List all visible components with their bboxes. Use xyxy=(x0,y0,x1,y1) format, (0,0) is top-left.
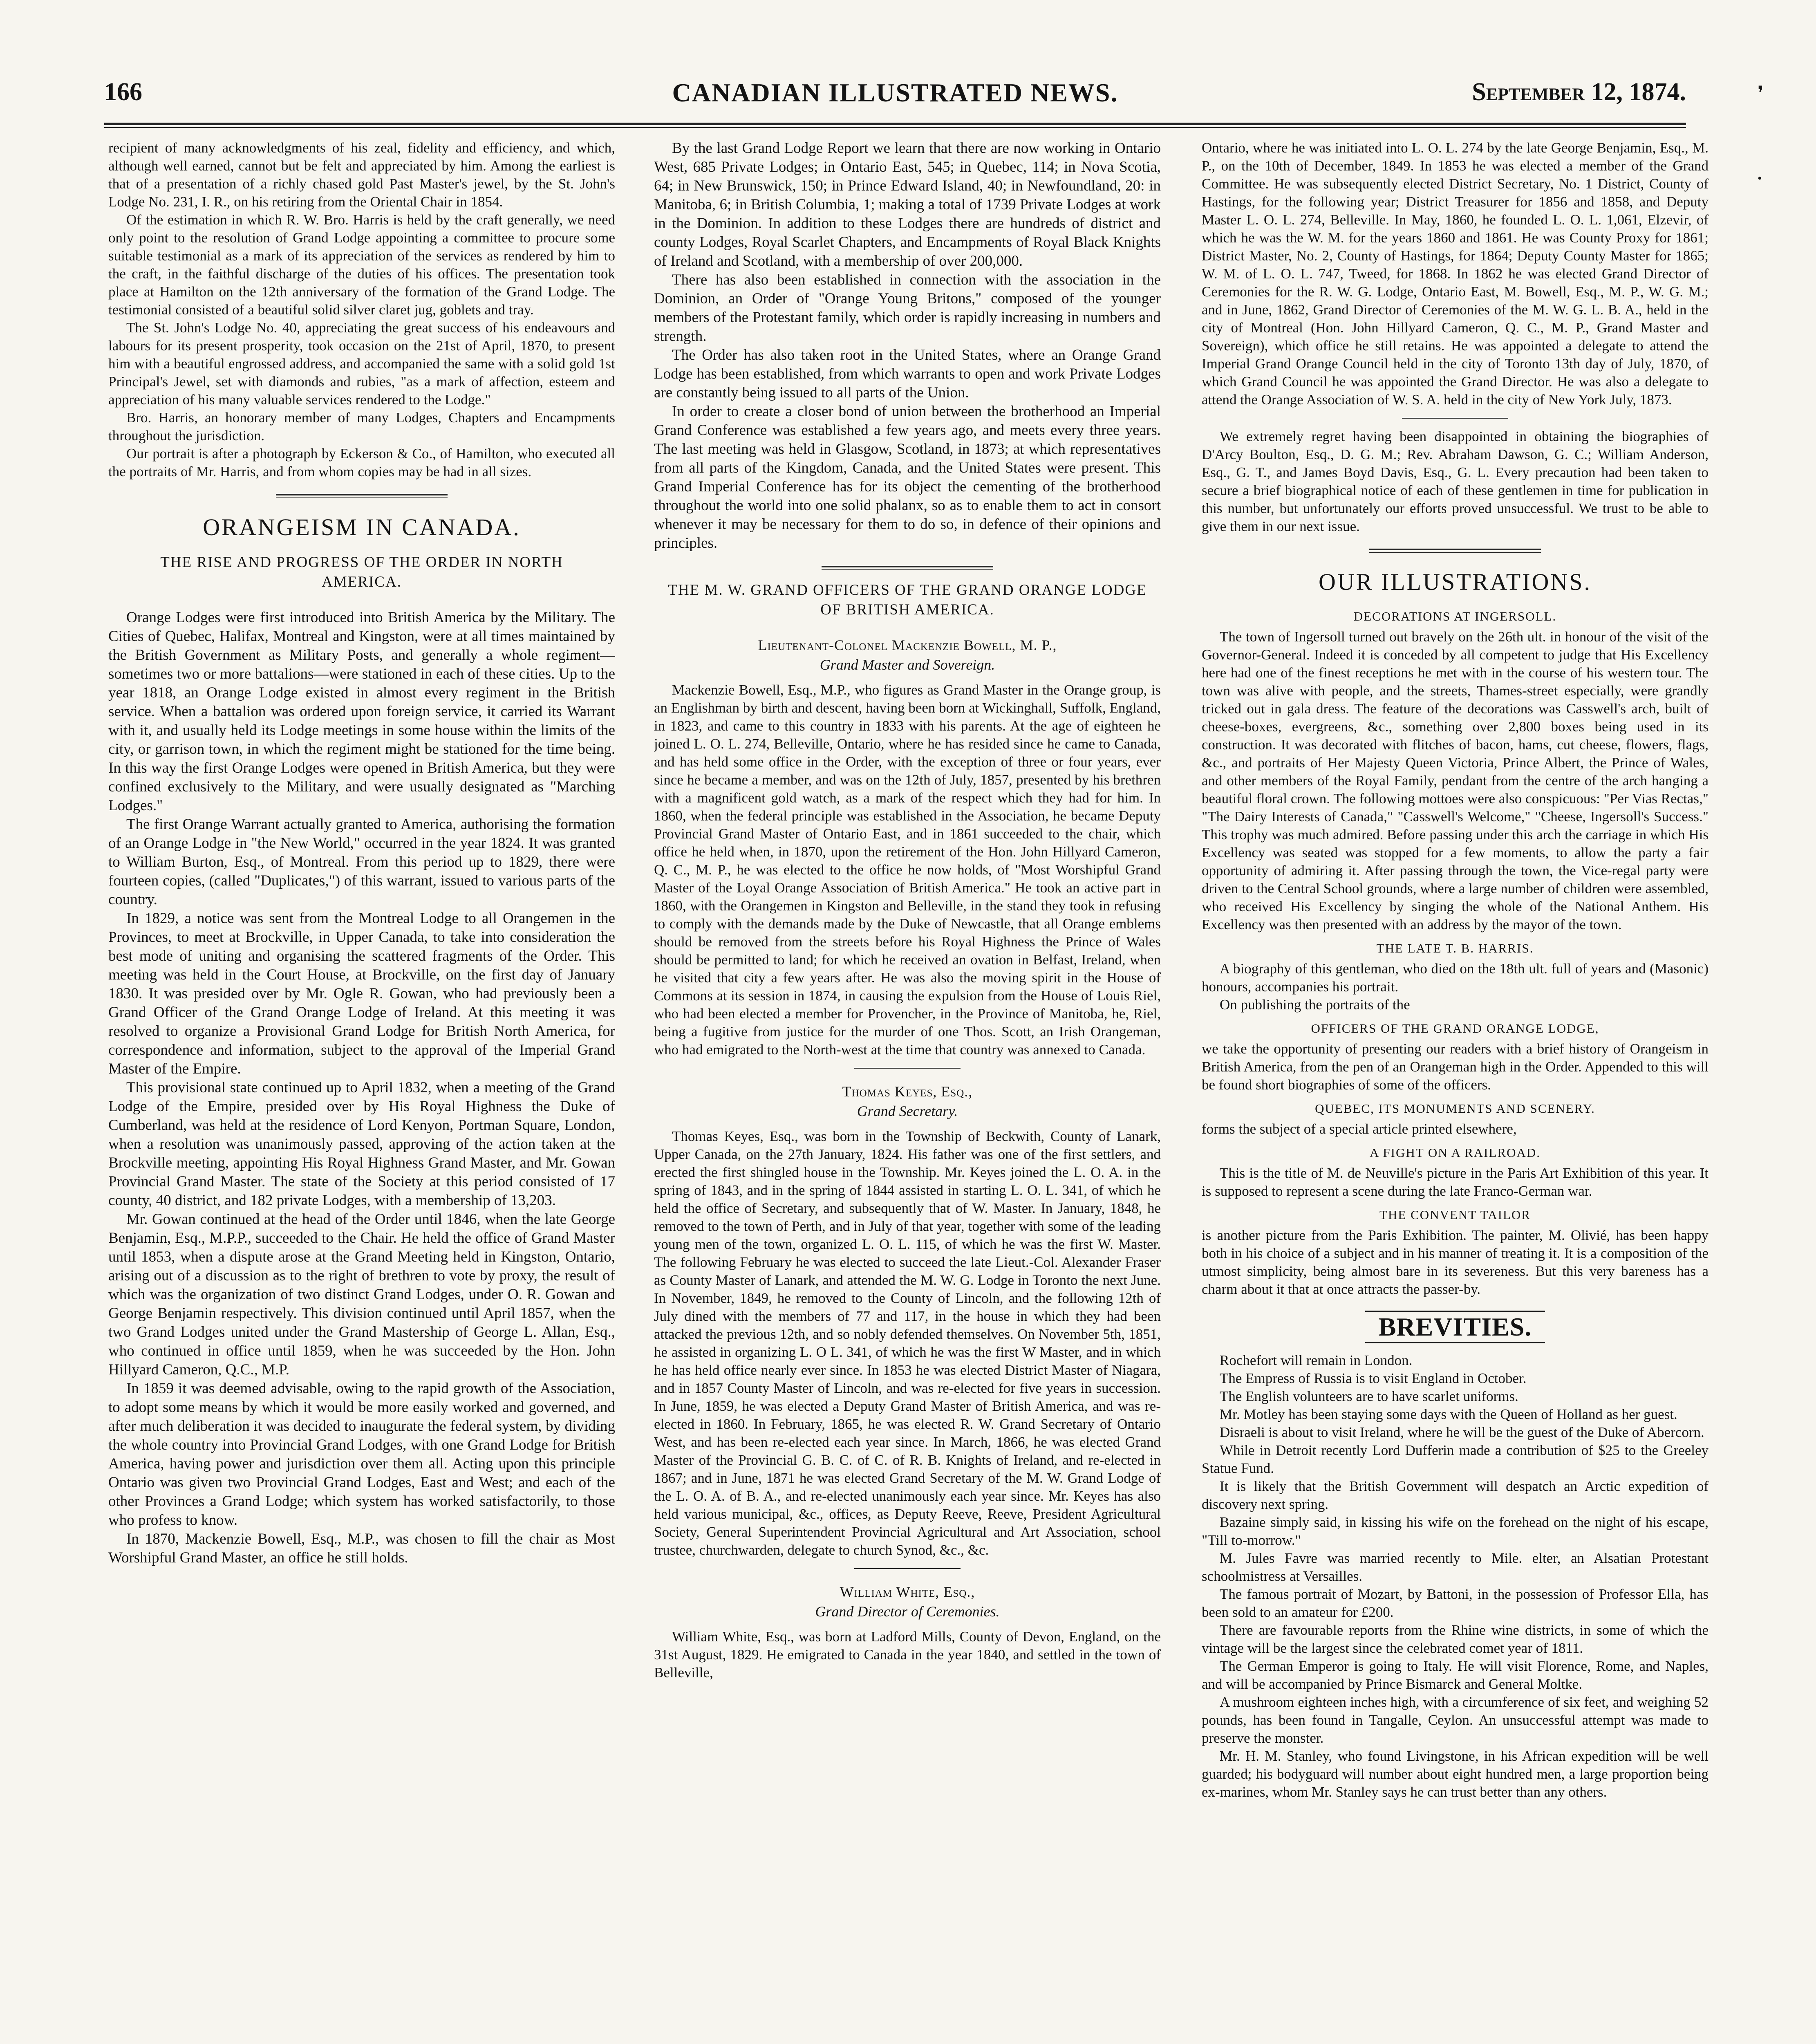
paragraph: Ontario, where he was initiated into L. O. L. 274 by the late George Benjamin, Esq., M. P., on the 10th of December, 1849. In 1853 he was elected a member of the Grand Committee. He was subsequently elected District Secretary, No. 1 District, County of Hastings, for the following year; District Treasurer for 1856 and 1858, and Deputy Master L. O. L. 274, Belleville. In May, 1860, he founded L. O. L. 1,061, Elzevir, of which he was the W. M. for the years 1860 and 1861. He was County Proxy for 1861; District Master, No. 2, County of Hastings, for 1864; Deputy County Master for 1865; W. M. of L. O. L. 747, Tweed, for 1868. In 1862 he was elected Grand Director of Ceremonies for the R. W. G. Lodge, Ontario East, M. Bowell, Esq., M. P., W. G. M.; and in June, 1862, Grand Director of Ceremonies of the M. W. G. L. B. A., held in the city of Montreal (Hon. John Hillyard Cameron, Q. C., M. P., Grand Master and Sovereign), which office he still retains. He was appointed a delegate to attend the Imperial Grand Orange Council held in the city of Toronto 13th day of July, 1870, of which Grand Council he was appointed the Grand Director. He was also a delegate to attend the Orange Association of W. S. A. held in the city of New York July, 1873. xyxy=(1202,140,1709,408)
brevity-item: Disraeli is about to visit Ireland, where he will be the guest of the Duke of Abercorn. xyxy=(1220,1424,1704,1440)
section-subhead: OFFICERS OF THE GRAND ORANGE LODGE, xyxy=(1311,1021,1599,1035)
paragraph: This is the title of M. de Neuville's picture in the Paris Art Exhibition of this year. It is supposed to represent a scene during the late Franco-German war. xyxy=(1202,1165,1709,1199)
article-heading: ORANGEISM IN CANADA. xyxy=(203,514,521,540)
masthead-rule xyxy=(104,123,1686,125)
masthead-rule-thin xyxy=(104,127,1686,128)
paragraph: Thomas Keyes, Esq., was born in the Township of Beckwith, County of Lanark, Upper Canada, on the 27th January, 1824. His father was one of the first settlers, and erected the first shingled house in the Township. Mr. Keyes joined the L. O. A. in the spring of 1843, and in the spring of 1844 assisted in starting L. O. L. 341, of which he held the office of Secretary, and subsequently that of W. Master. In January, 1848, he removed to the town of Perth, and in July of that year, together with some of the leading young men of the town, organized L. O. L. 115, of which he was the first W. Master. The following February he was elected to succeed the late Lieut.-Col. Alexander Fraser as County Master of Lanark, and attended the M. W. G. Lodge in Toronto the next June. In November, 1849, he removed to the County of Lincoln, and the following 12th of July dined with the members of 77 and 117, in the house in which they had been attacked the previous 12th, and so nobly defended themselves. On November 5th, 1851, he assisted in organizing L. O L. 341, of which he was the first W Master, and in which he has held office nearly ever since. In 1853 he was elected District Master of Niagara, and in 1857 County Master of Lincoln, and was re-elected for five years in succession. In June, 1859, he was elected a Deputy Grand Master of British America, and was re-elected in 1860. In February, 1865, he was elected R. W. Grand Secretary of Ontario West, and has been re-elected each year since. In March, 1866, he was elected Grand Master of the Provincial G. B. C. of C. of R. B. Knights of Ireland, and re-elected in 1867; and in June, 1871 he was elected Grand Secretary of the M. W. Grand Lodge of the L. O. A. of B. A., and re-elected unanimously each year since. Mr. Keyes has also held various municipal, &c., offices, as Deputy Reeve, Reeve, President Agricultural Society, General Superintendent Provincial Agricultural and Art Association, school trustee, churchwarden, delegate to church Synod, &c., &c. xyxy=(654,1128,1161,1558)
paragraph: Mackenzie Bowell, Esq., M.P., who figures as Grand Master in the Orange group, is an Englishman by birth and descent, having been born at Wickinghall, Suffolk, England, in 1823, and came to this country in 1833 with his parents. At the age of eighteen he joined L. O. L. 274, Belleville, Ontario, where he has resided since he came to Canada, and has held some office in the Order, with the exception of three or four years, ever since he became a member, and was on the 12th of July, 1857, presented by his brethren with a magnificent gold watch, as a mark of the respect which they had for him. In 1860, when the federal principle was established in the Association, he became Deputy Provincial Grand Master of Ontario East, and in 1861 succeeded to the chair, which office he held when, in 1870, upon the retirement of the Hon. John Hillyard Cameron, Q. C., M. P., he was elected to the office he now holds, of "Most Worshipful Grand Master of the Loyal Orange Association of British America." He took an active part in 1860, with the Orangemen in Kingston and Belleville, in the stand they took in refusing to comply with the demands made by the Duke of Newcastle, that all Orange emblems should be removed from the streets before his Royal Highness the Prince of Wales should be permitted to land; for which he received an ovation in Belfast, Ireland, when he visited that city a few years after. He was also the moving spirit in the House of Commons at its session in 1874, in causing the expulsion from the House of Louis Riel, who had been elected a member for Provencher, in the Province of Manitoba, he, Riel, being a fugitive from justice for the murder of one Thos. Scott, an Irish Orangeman, who had emigrated to the North-west at the time that country was annexed to Canada. xyxy=(654,682,1161,1058)
paragraph: Mr. Gowan continued at the head of the Order until 1846, when the late George Benjamin, Esq., M.P.P., succeeded to the Chair. He held the office of Grand Master until 1853, when a dispute arose at the Grand Meeting held in Kingston, Ontario, arising out of a discussion as to the right of brethren to vote by proxy, the result of which was the organization of two distinct Grand Lodges, under O. R. Gowan and George Benjamin respectively. This division continued until April 1857, when the two Grand Lodges united under the Grand Mastership of George L. Allan, Esq., who continued in office until 1859, when he was succeeded by the Hon. John Hillyard Cameron, Q.C., M.P. xyxy=(108,1211,615,1378)
section-divider xyxy=(1369,549,1541,553)
section-divider xyxy=(854,1568,961,1569)
margin-mark: • xyxy=(1758,172,1762,185)
section-subhead: A FIGHT ON A RAILROAD. xyxy=(1369,1145,1541,1160)
paragraph: By the last Grand Lodge Report we learn that there are now working in Ontario West, 685 Private Lodges; in Ontario East, 545; in Quebec, 114; in Nova Scotia, 64; in New Brunswick, 150; in Prince Edward Island, 40; in Newfoundland, 20: in Manitoba, 6; in British Columbia, 1; making a total of 1739 Private Lodges at work in the Dominion. In addition to these Lodges there are hundreds of district and county Lodges, Royal Scarlet Chapters, and Encampments of Royal Black Knights of Ireland and Scotland, with a membership of over 200,000. xyxy=(654,140,1161,269)
paragraph: This provisional state continued up to April 1832, when a meeting of the Grand Lodge of the Empire, presided over by His Royal Highness the Duke of Cumberland, was held at the residence of Lord Kenyon, Portman Square, London, when a resolution was unanimously passed, approving of the action taken at the Brockville meeting, appointing His Royal Highness Grand Master, and Mr. Gowan Provincial Grand Master. The state of the Society at this period consisted of 17 county, 40 district, and 182 private Lodges, with a membership of 13,203. xyxy=(108,1079,615,1209)
paragraph: The St. John's Lodge No. 40, appreciating the great success of his endeavours and labours for its present prosperity, took occasion on the 21st of April, 1870, to present him with a beautiful engrossed address, and accompanied the same with a solid gold 1st Principal's Jewel, set with diamonds and rubies, "as a mark of affection, esteem and appreciation of his many valuable services rendered to the Lodge." xyxy=(108,320,615,408)
biography-name: Lieutenant-Colonel Mackenzie Bowell, M. P., xyxy=(758,637,1057,653)
article-heading: OUR ILLUSTRATIONS. xyxy=(1318,569,1592,595)
paragraph: There has also been established in connection with the association in the Dominion, an Order of "Orange Young Britons," composed of the younger members of the Protestant family, which order is rapidly increasing in numbers and strength. xyxy=(654,271,1161,345)
paragraph: The town of Ingersoll turned out bravely on the 26th ult. in honour of the visit of the Governor-General. Indeed it is conceded by all competent to judge that His Excellency here had one of the finest receptions he met with in the course of his western tour. The town was alive with people, and the streets, Thames-street especially, were grandly tricked out in gala dress. The feature of the decorations was Casswell's arch, built of cheese-boxes, evergreens, &c., something over 2,800 boxes being used in its construction. It was decorated with flitches of bacon, hams, cut cheese, flowers, flags, &c., and portraits of Her Majesty Queen Victoria, Prince Albert, the Prince of Wales, and other members of the Royal Family, pendant from the centre of the arch hanging a beautiful floral crown. The following mottoes were also conspicuous: "Per Vias Rectas," "The Dairy Interests of Canada," "Casswell's Welcome," "Cheese, Ingersoll's Success." This trophy was much admired. Before passing under this arch the carriage in which His Excellency was seated was stopped for a few moments, to allow the party a fair opportunity of admiring it. After passing through the town, the Vice-regal party were driven to the Central School grounds, where a large number of children were assembled, who received His Excellency by singing the whole of the National Anthem. His Excellency was then presented with an address by the mayor of the town. xyxy=(1202,629,1709,932)
paragraph: William White, Esq., was born at Ladford Mills, County of Devon, England, on the 31st August, 1829. He emigrated to Canada in the year 1840, and settled in the town of Belleville, xyxy=(654,1629,1161,1681)
brevity-item: Mr. Motley has been staying some days with the Queen of Holland as her guest. xyxy=(1220,1406,1677,1422)
paragraph: On publishing the portraits of the xyxy=(1220,997,1410,1013)
brevity-item: The Empress of Russia is to visit England in October. xyxy=(1220,1370,1527,1386)
paragraph: recipient of many acknowledgments of his zeal, fidelity and efficiency, and which, although well earned, cannot but be felt and appreciated by him. Among the earliest is that of a presentation of a richly chased gold Past Master's jewel, by the St. John's Lodge No. 231, I. R., on his retiring from the Oriental Chair in 1854. xyxy=(108,140,615,210)
column-2 xyxy=(654,139,1161,2044)
brevity-item: While in Detroit recently Lord Dufferin made a contribution of $25 to the Greeley Statue Fund. xyxy=(1202,1442,1709,1476)
biography-name: Thomas Keyes, Esq., xyxy=(842,1083,973,1100)
brevity-item: M. Jules Favre was married recently to Mile. elter, an Alsatian Protestant schoolmistress at Versailles. xyxy=(1202,1550,1709,1584)
paragraph: In order to create a closer bond of union between the brotherhood an Imperial Grand Conference was established a few years ago, and meets every three years. The last meeting was held in Glasgow, Scotland, in 1873; at which representatives from all parts of the Kingdom, Canada, and the United States were present. This Grand Imperial Conference has for its object the cementing of the brotherhood throughout the world into one solid phalanx, so as to enable them to act in consort whenever it may be necessary for them to do so, in defence of their opinions and principles. xyxy=(654,403,1161,551)
biography-role: Grand Master and Sovereign. xyxy=(820,657,995,673)
article-subheading: THE RISE AND PROGRESS OF THE ORDER IN NORTH AMERICA. xyxy=(160,554,563,590)
paragraph: The first Orange Warrant actually granted to America, authorising the formation of an Orange Lodge in "the New World," occurred in the year 1824. It was granted to William Burton, Esq., of Montreal. From this period up to 1829, there were fourteen copies, (called "Duplicates,") of this warrant, issued to various parts of the country. xyxy=(108,816,615,908)
paragraph: forms the subject of a special article printed elsewhere, xyxy=(1202,1121,1517,1137)
brevity-item: Bazaine simply said, in kissing his wife on the forehead on the night of his escape, "Till to-morrow." xyxy=(1202,1514,1709,1548)
section-subhead: THE CONVENT TAILOR xyxy=(1379,1208,1531,1222)
section-divider xyxy=(822,566,993,570)
brevity-item: The English volunteers are to have scarlet uniforms. xyxy=(1220,1388,1518,1404)
issue-date: September 12, 1874. xyxy=(1472,78,1686,106)
brevity-item: The German Emperor is going to Italy. He will visit Florence, Rome, and Naples, and will be accompanied by Prince Bismarck and General Moltke. xyxy=(1202,1658,1709,1692)
article-heading: THE M. W. GRAND OFFICERS OF THE GRAND ORANGE LODGE OF BRITISH AMERICA. xyxy=(668,582,1147,618)
brevities-heading: BREVITIES. xyxy=(1365,1311,1545,1343)
brevity-item: A mushroom eighteen inches high, with a circumference of six feet, and weighing 52 pounds, has been found in Tangalle, Ceylon. An unsuccessful attempt was made to preserve the monster. xyxy=(1202,1694,1709,1746)
paragraph: In 1859 it was deemed advisable, owing to the rapid growth of the Association, to adopt some means by which it would be more easily worked and governed, and after much deliberation it was decided to inaugurate the federal system, by dividing the whole country into Provincial Grand Lodges, with one Grand Lodge for British America, having power and jurisdiction over them all. Acting upon this principle Ontario was given two Provincial Grand Lodges, East and West; and each of the other Provinces a Grand Lodge; which system has worked satisfactorily, to those who profess to know. xyxy=(108,1380,615,1529)
paragraph: Orange Lodges were first introduced into British America by the Military. The Cities of Quebec, Halifax, Montreal and Kingston, were at all times maintained by the British Government as Military Posts, and generally a whole regiment—sometimes two or more battalions—were stationed in each of these cities. Up to the year 1818, an Orange Lodge existed in almost every regiment in the British service. When a battalion was ordered upon foreign service, it carried its Warrant with it, and usually held its Lodge meetings in some house within the limits of the city, or garrison town, in which the regiment might be stationed for the time being. In this way the first Orange Lodges were opened in British America, but they were confined exclusively to the Military, and were usually designated as "Marching Lodges." xyxy=(108,609,615,814)
paragraph: Of the estimation in which R. W. Bro. Harris is held by the craft generally, we need only point to the resolution of Grand Lodge appointing a committee to procure some suitable testimonial as a mark of its appreciation of the services as rendered by him to the craft, in the faithful discharge of the duties of his offices. The presentation took place at Hamilton on the 12th anniversary of the formation of the Grand Lodge. The testimonial consisted of a beautiful solid silver claret jug, goblets and tray. xyxy=(108,212,615,318)
section-divider xyxy=(854,1068,961,1069)
paragraph: The Order has also taken root in the United States, where an Orange Grand Lodge has been established, from which warrants to open and work Private Lodges are constantly being issued to all parts of the Union. xyxy=(654,347,1161,401)
paragraph: In 1870, Mackenzie Bowell, Esq., M.P., was chosen to fill the chair as Most Worshipful Grand Master, an office he still holds. xyxy=(108,1531,615,1566)
section-subhead: THE LATE T. B. HARRIS. xyxy=(1376,941,1534,955)
brevity-item: Mr. H. M. Stanley, who found Livingstone, in his African expedition will be well guarded; his bodyguard will number about eight hundred men, a large proportion being ex-marines, whom Mr. Stanley says he can trust better than any others. xyxy=(1202,1748,1709,1800)
section-divider xyxy=(1402,418,1508,419)
paragraph: A biography of this gentleman, who died on the 18th ult. full of years and (Masonic) honours, accompanies his portrait. xyxy=(1202,961,1709,995)
paragraph: We extremely regret having been disappointed in obtaining the biographies of D'Arcy Boulton, Esq., D. G. M.; Rev. Abraham Dawson, G. C.; William Anderson, Esq., G. T., and James Boyd Davis, Esq., G. L. Every precaution had been taken to secure a brief biographical notice of each of these gentlemen in time for publication in this number, but unfortunately our efforts proved unsuccessful. We trust to be able to give them in our next issue. xyxy=(1202,428,1709,534)
paragraph: is another picture from the Paris Exhibition. The painter, M. Olivié, has been happy both in his choice of a subject and in his manner of treating it. It is a composition of the utmost simplicity, being almost bare in its severeness. But this very bareness has a charm about it that at once attracts the passer-by. xyxy=(1202,1227,1709,1297)
masthead xyxy=(104,78,1686,123)
column-1 xyxy=(108,139,615,2044)
brevity-item: The famous portrait of Mozart, by Battoni, in the possession of Professor Ella, has been sold to an amateur for £200. xyxy=(1202,1586,1709,1620)
column-3 xyxy=(1202,139,1709,2044)
brevity-item: It is likely that the British Government will despatch an Arctic expedition of discovery next spring. xyxy=(1202,1478,1709,1512)
paragraph: Our portrait is after a photograph by Eckerson & Co., of Hamilton, who executed all the portraits of Mr. Harris, and from whom copies may be had in all sizes. xyxy=(108,446,615,480)
paragraph: Bro. Harris, an honorary member of many Lodges, Chapters and Encampments throughout the jurisdiction. xyxy=(108,410,615,444)
section-divider xyxy=(276,494,448,498)
biography-name: William White, Esq., xyxy=(840,1584,975,1600)
section-subhead: DECORATIONS AT INGERSOLL. xyxy=(1353,609,1557,623)
paragraph: we take the opportunity of presenting our readers with a brief history of Orangeism in British America, from the pen of an Orangeman high in the Order. Appended to this will be found short biographies of some of the officers. xyxy=(1202,1041,1709,1093)
newspaper-title: CANADIAN ILLUSTRATED NEWS. xyxy=(672,78,1118,107)
biography-role: Grand Secretary. xyxy=(857,1103,958,1119)
brevity-item: Rochefort will remain in London. xyxy=(1220,1352,1413,1368)
margin-mark: ❜ xyxy=(1758,83,1764,103)
paragraph: In 1829, a notice was sent from the Montreal Lodge to all Orangemen in the Provinces, to meet at Brockville, in Upper Canada, to take into consideration the best mode of uniting and organising the scattered fragments of the Order. This meeting was held in the Court House, at Brockville, on the first day of January 1830. It was presided over by Mr. Ogle R. Gowan, who had previously been a Grand Officer of the Grand Orange Lodge of Ireland. At this meeting it was resolved to organize a Provisional Grand Lodge for British North America, for correspondence and information, subject to the approval of the Imperial Grand Master of the Empire. xyxy=(108,910,615,1077)
page-number: 166 xyxy=(104,78,142,106)
brevity-item: There are favourable reports from the Rhine wine districts, in some of which the vintage will be the largest since the celebrated comet year of 1811. xyxy=(1202,1622,1709,1656)
section-subhead: QUEBEC, ITS MONUMENTS AND SCENERY. xyxy=(1315,1101,1595,1116)
biography-role: Grand Director of Ceremonies. xyxy=(815,1603,1000,1620)
